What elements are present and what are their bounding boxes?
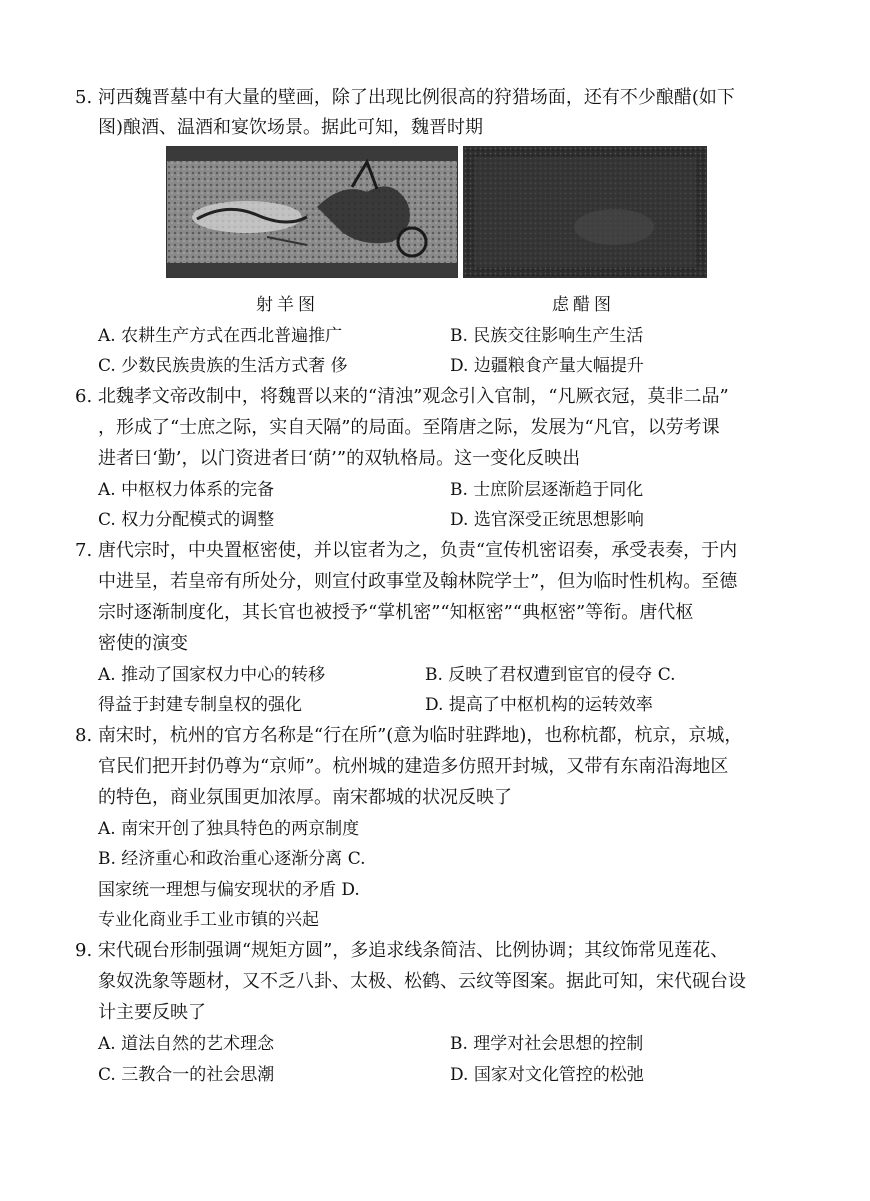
q6-option-d: D. 选官深受正统思想影响 — [450, 510, 644, 530]
q9-option-d: D. 国家对文化管控的松弛 — [450, 1065, 644, 1085]
q7-stem-line3: 宗时逐渐制度化，其长官也被授予“掌机密”“知枢密”“典枢密”等衔。唐代枢 — [98, 602, 694, 623]
q6-option-b: B. 士庶阶层逐渐趋于同化 — [450, 480, 644, 500]
q5-stem-line1: 5. 河西魏晋墓中有大量的壁画，除了出现比例很高的狩猎场面，还有不少酿醋(如下 — [75, 87, 735, 108]
q8-option-d: 专业化商业手工业市镇的兴起 — [98, 910, 319, 930]
q6-stem-line3: 进者曰‘勤’，以门资进者曰‘荫’”的双轨格局。这一变化反映出 — [98, 448, 581, 469]
q7-option-b: B. 反映了君权遭到宦官的侵夺 C. — [425, 665, 676, 685]
q9-option-b: B. 理学对社会思想的控制 — [450, 1034, 644, 1054]
q5-option-a: A. 农耕生产方式在西北普遍推广 — [98, 326, 343, 346]
q9-option-c: C. 三教合一的社会思潮 — [98, 1065, 275, 1085]
q8-stem-line2: 官民们把开封仍尊为“京师”。杭州城的建造多仿照开封城，又带有东南沿海地区 — [98, 756, 729, 777]
q6-option-c: C. 权力分配模式的调整 — [98, 510, 275, 530]
q5-stem-line2: 图)酿酒、温酒和宴饮场景。据此可知，魏晋时期 — [98, 117, 484, 138]
q7-option-c: 得益于封建专制皇权的强化 — [98, 695, 302, 715]
q8-stem-line3: 的特色，商业氛围更加浓厚。南宋都城的状况反映了 — [98, 787, 512, 808]
q7-stem-line1: 7. 唐代宗时，中央置枢密使，并以宦者为之，负责“宣传机密诏奏，承受表奏，于内 — [75, 540, 738, 561]
q5-option-d: D. 边疆粮食产量大幅提升 — [450, 356, 644, 376]
q9-option-a: A. 道法自然的艺术理念 — [98, 1034, 275, 1054]
q6-option-a: A. 中枢权力体系的完备 — [98, 480, 275, 500]
hunting-mural-caption: 射羊图 — [256, 295, 319, 315]
q5-option-c: C. 少数民族贵族的生活方式奢 侈 — [98, 356, 348, 376]
q8-option-b: B. 经济重心和政治重心逐渐分离 C. — [98, 849, 366, 869]
q5-option-b: B. 民族交往影响生产生活 — [450, 326, 644, 346]
q7-option-d: D. 提高了中枢机构的运转效率 — [425, 695, 653, 715]
q7-stem-line2: 中进呈，若皇帝有所处分，则宣付政事堂及翰林院学士”，但为临时性机构。至德 — [98, 571, 738, 592]
q7-stem-line4: 密使的演变 — [98, 633, 188, 654]
vinegar-mural-image — [463, 146, 707, 278]
q7-option-a: A. 推动了国家权力中心的转移 — [98, 665, 326, 685]
q8-stem-line1: 8. 南宋时，杭州的官方名称是“行在所”(意为临时驻跸地)，也称杭都，杭京，京城， — [75, 725, 743, 746]
q8-option-a: A. 南宋开创了独具特色的两京制度 — [98, 819, 360, 839]
q9-stem-line2: 象奴洗象等题材，又不乏八卦、太极、松鹤、云纹等图案。据此可知，宋代砚台设 — [98, 971, 746, 992]
q6-stem-line2: ，形成了“士庶之际，实自天隔”的局面。至隋唐之际，发展为“凡官，以劳考课 — [98, 417, 720, 438]
q9-stem-line1: 9. 宋代砚台形制强调“规矩方圆”，多追求线条简洁、比例协调；其纹饰常见莲花、 — [75, 940, 729, 961]
q8-option-c: 国家统一理想与偏安现状的矛盾 D. — [98, 880, 360, 900]
q6-stem-line1: 6. 北魏孝文帝改制中，将魏晋以来的“清浊”观念引入官制，“凡厥衣冠，莫非二品” — [75, 386, 729, 407]
q9-stem-line3: 计主要反映了 — [98, 1002, 206, 1023]
vinegar-mural-caption: 虑醋图 — [552, 295, 615, 315]
hunting-mural-image — [166, 146, 458, 278]
